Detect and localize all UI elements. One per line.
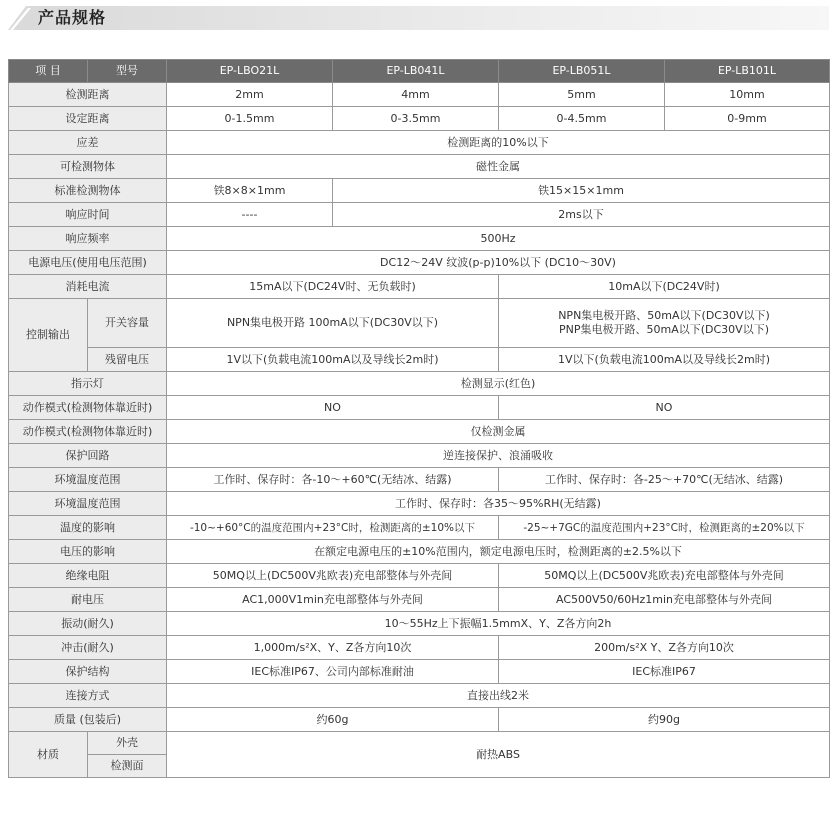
cell-value: 1,000m/s²X、Y、Z各方向10次 [167, 636, 499, 660]
header-slash-icon [8, 6, 34, 30]
row-label: 指示灯 [9, 372, 167, 396]
table-row [9, 372, 830, 396]
header-model: 型号 [88, 60, 167, 83]
table-header-row [9, 60, 830, 83]
cell-value: NO [167, 396, 499, 420]
table-row [9, 684, 830, 708]
cell-value: IEC标准IP67 [499, 660, 830, 684]
table-row [9, 179, 830, 203]
cell-value: 2ms以下 [333, 203, 830, 227]
table-row [9, 227, 830, 251]
cell-value: 工作时、保存时：各-25～+70℃(无结冰、结露) [499, 468, 830, 492]
cell-value: 15mA以下(DC24V时、无负载时) [167, 275, 499, 299]
cell-value: 耐热ABS [167, 732, 830, 778]
cell-value: 0-9mm [665, 107, 830, 131]
table-row [9, 660, 830, 684]
cell-value: 检测距离的10%以下 [167, 131, 830, 155]
cell-value: 200m/s²X Y、Z各方向10次 [499, 636, 830, 660]
row-label: 动作模式(检测物体靠近时) [9, 396, 167, 420]
header-model-2: EP-LB041L [333, 60, 499, 83]
cell-value: 4mm [333, 83, 499, 107]
row-group-label: 控制输出 [9, 299, 88, 372]
table-row [9, 540, 830, 564]
cell-line: NPN集电极开路、50mA以下(DC30V以下) [558, 309, 770, 322]
table-row [9, 492, 830, 516]
cell-value: 约90g [499, 708, 830, 732]
row-label: 连接方式 [9, 684, 167, 708]
row-label: 电压的影响 [9, 540, 167, 564]
row-label: 环境温度范围 [9, 492, 167, 516]
row-group-label: 材质 [9, 732, 88, 778]
row-label: 动作模式(检测物体靠近时) [9, 420, 167, 444]
section-title: 产品规格 [38, 8, 107, 27]
row-label: 设定距离 [9, 107, 167, 131]
section-header-bar [8, 6, 829, 30]
cell-value: 直接出线2米 [167, 684, 830, 708]
table-row [9, 107, 830, 131]
table-row [9, 348, 830, 372]
row-label: 冲击(耐久) [9, 636, 167, 660]
row-label: 环境温度范围 [9, 468, 167, 492]
cell-value: 50MQ以上(DC500V兆欧表)充电部整体与外壳间 [167, 564, 499, 588]
table-row [9, 299, 830, 348]
row-label: 保护回路 [9, 444, 167, 468]
cell-value: 铁15×15×1mm [333, 179, 830, 203]
cell-value: -10~+60°C的温度范围内+23°C时，检测距离的±10%以下 [167, 516, 499, 540]
row-label: 电源电压(使用电压范围) [9, 251, 167, 275]
cell-value: 磁性金属 [167, 155, 830, 179]
cell-value: 50MQ以上(DC500V兆欧表)充电部整体与外壳间 [499, 564, 830, 588]
cell-value: NPN集电极开路 100mA以下(DC30V以下) [167, 299, 499, 348]
cell-value: NO [499, 396, 830, 420]
header-model-3: EP-LB051L [499, 60, 665, 83]
cell-value: 在额定电源电压的±10%范围内，额定电源电压时，检测距离的±2.5%以下 [167, 540, 830, 564]
table-row [9, 516, 830, 540]
cell-value: 0-1.5mm [167, 107, 333, 131]
cell-value: 1V以下(负载电流100mA以及导线长2m时) [167, 348, 499, 372]
cell-value: 铁8×8×1mm [167, 179, 333, 203]
cell-value: -25~+7GC的温度范围内+23°C时，检测距离的±20%以下 [499, 516, 830, 540]
row-label: 可检测物体 [9, 155, 167, 179]
cell-value: 500Hz [167, 227, 830, 251]
row-label: 保护结构 [9, 660, 167, 684]
row-label: 应差 [9, 131, 167, 155]
cell-value: 约60g [167, 708, 499, 732]
cell-value: 10mm [665, 83, 830, 107]
cell-value: 工作时、保存时：各35～95%RH(无结露) [167, 492, 830, 516]
cell-value: 5mm [499, 83, 665, 107]
row-label: 响应时间 [9, 203, 167, 227]
row-sublabel: 开关容量 [88, 299, 167, 348]
row-label: 质量 (包装后) [9, 708, 167, 732]
cell-value: 逆连接保护、浪涌吸收 [167, 444, 830, 468]
cell-value: 检测显示(红色) [167, 372, 830, 396]
table-row [9, 83, 830, 107]
cell-value: 10～55Hz上下振幅1.5mmX、Y、Z各方向2h [167, 612, 830, 636]
row-label: 消耗电流 [9, 275, 167, 299]
header-item: 项 目 [9, 60, 88, 83]
cell-value: DC12～24V 纹波(p-p)10%以下 (DC10～30V) [167, 251, 830, 275]
row-label: 振动(耐久) [9, 612, 167, 636]
cell-value: 工作时、保存时：各-10～+60℃(无结冰、结露) [167, 468, 499, 492]
cell-value: 0-4.5mm [499, 107, 665, 131]
row-label: 温度的影响 [9, 516, 167, 540]
cell-value: AC1,000V1min充电部整体与外壳间 [167, 588, 499, 612]
table-row [9, 203, 830, 227]
cell-value: ---- [167, 203, 333, 227]
row-label: 标准检测物体 [9, 179, 167, 203]
row-label: 耐电压 [9, 588, 167, 612]
table-row [9, 251, 830, 275]
spec-table [8, 59, 830, 778]
table-row [9, 588, 830, 612]
table-row [9, 420, 830, 444]
table-row [9, 131, 830, 155]
table-row [9, 636, 830, 660]
table-row [9, 708, 830, 732]
header-model-1: EP-LBO21L [167, 60, 333, 83]
cell-line: PNP集电极开路、50mA以下(DC30V以下) [559, 323, 769, 336]
header-model-4: EP-LB101L [665, 60, 830, 83]
cell-value-multiline [499, 299, 830, 348]
row-label: 绝缘电阻 [9, 564, 167, 588]
cell-value: IEC标准IP67、公司内部标准耐油 [167, 660, 499, 684]
table-row [9, 612, 830, 636]
table-row [9, 396, 830, 420]
table-row [9, 444, 830, 468]
row-sublabel: 外壳 [88, 732, 167, 755]
cell-value: AC500V50/60Hz1min充电部整体与外壳间 [499, 588, 830, 612]
table-row [9, 564, 830, 588]
table-row [9, 732, 830, 755]
cell-value: 2mm [167, 83, 333, 107]
row-sublabel: 残留电压 [88, 348, 167, 372]
cell-value: 仅检测金属 [167, 420, 830, 444]
row-sublabel: 检测面 [88, 755, 167, 778]
table-row [9, 155, 830, 179]
cell-value: 0-3.5mm [333, 107, 499, 131]
row-label: 检测距离 [9, 83, 167, 107]
table-row [9, 468, 830, 492]
row-label: 响应频率 [9, 227, 167, 251]
cell-value: 10mA以下(DC24V时) [499, 275, 830, 299]
cell-value: 1V以下(负载电流100mA以及导线长2m时) [499, 348, 830, 372]
table-row [9, 275, 830, 299]
